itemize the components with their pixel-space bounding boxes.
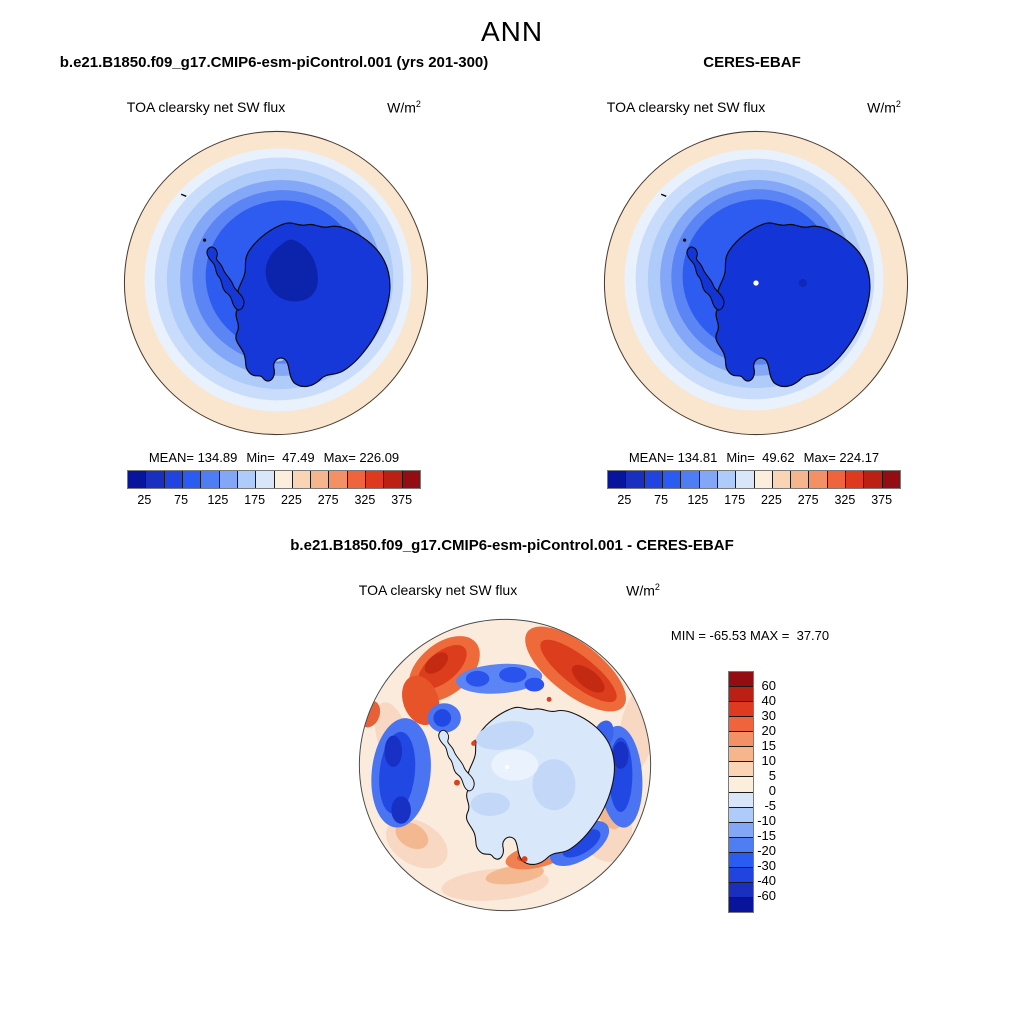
colorbar-label: 10 (761, 753, 776, 768)
colorbar-cell (845, 471, 863, 488)
colorbar-tick: 125 (687, 493, 709, 507)
colorbar-cell (717, 471, 735, 488)
colorbar-label: 40 (761, 693, 776, 708)
model-units-label: $W/m^2$ (387, 99, 421, 116)
colorbar-label: 5 (768, 768, 776, 783)
colorbar-cell (347, 471, 365, 488)
colorbar-cell (662, 471, 680, 488)
colorbar-tick: 25 (137, 493, 152, 507)
model-map-contours (124, 131, 428, 435)
colorbar-cell (808, 471, 826, 488)
diff-field-label: TOA clearsky net SW flux (358, 582, 518, 598)
model-colorbar (127, 470, 421, 489)
colorbar-cell (365, 471, 383, 488)
colorbar-tick: 225 (280, 493, 302, 507)
obs-stats: MEAN= 134.81 Min= 49.62 Max= 224.17 (628, 450, 880, 465)
colorbar-cell (164, 471, 182, 488)
diff-minmax-stats: MIN = -65.53 MAX = 37.70 (670, 628, 830, 643)
colorbar-tick: 325 (834, 493, 856, 507)
colorbar-label: 60 (761, 678, 776, 693)
colorbar-label: -40 (757, 873, 776, 888)
colorbar-cell (219, 471, 237, 488)
colorbar-tick: 25 (617, 493, 632, 507)
obs-field-label: TOA clearsky net SW flux (606, 99, 766, 115)
obs-colorbar (607, 470, 901, 489)
colorbar-cell (402, 471, 420, 488)
colorbar-tick: 75 (174, 493, 189, 507)
colorbar-label: 30 (761, 708, 776, 723)
colorbar-tick: 275 (797, 493, 819, 507)
colorbar-label: 15 (761, 738, 776, 753)
colorbar-cell (328, 471, 346, 488)
colorbar-label: 0 (768, 783, 776, 798)
colorbar-cell (772, 471, 790, 488)
colorbar-cell (882, 471, 900, 488)
colorbar-cell (625, 471, 643, 488)
model-panel-title: b.e21.B1850.f09_g17.CMIP6-esm-piControl.001 (yrs 201-300) (59, 54, 489, 71)
obs-map (603, 130, 909, 436)
colorbar-cell (274, 471, 292, 488)
obs-units-label: $W/m^2$ (867, 99, 901, 116)
colorbar-cell (310, 471, 328, 488)
obs-colorbar-ticks (606, 493, 900, 507)
figure-title: ANN (480, 16, 544, 47)
diff-colorbar-labels (748, 678, 776, 903)
colorbar-cell (863, 471, 881, 488)
colorbar-cell (735, 471, 753, 488)
colorbar-cell (790, 471, 808, 488)
colorbar-cell (383, 471, 401, 488)
diff-map (358, 618, 652, 912)
model-stats: MEAN= 134.89 Min= 47.49 Max= 226.09 (148, 450, 400, 465)
colorbar-cell (128, 471, 145, 488)
colorbar-label: -5 (764, 798, 776, 813)
colorbar-cell (754, 471, 772, 488)
diff-units-label: $W/m^2$ (626, 582, 660, 599)
colorbar-cell (680, 471, 698, 488)
colorbar-tick: 175 (244, 493, 266, 507)
colorbar-label: -10 (757, 813, 776, 828)
colorbar-cell (145, 471, 163, 488)
colorbar-label: -15 (757, 828, 776, 843)
colorbar-cell (644, 471, 662, 488)
colorbar-cell (292, 471, 310, 488)
model-field-label: TOA clearsky net SW flux (126, 99, 286, 115)
colorbar-cell (200, 471, 218, 488)
colorbar-tick: 275 (317, 493, 339, 507)
colorbar-label: -20 (757, 843, 776, 858)
colorbar-label: -30 (757, 858, 776, 873)
model-colorbar-ticks (126, 493, 420, 507)
colorbar-label: -60 (757, 888, 776, 903)
colorbar-tick: 375 (391, 493, 413, 507)
colorbar-label: 20 (761, 723, 776, 738)
pole-data-void (753, 280, 758, 285)
colorbar-cell (237, 471, 255, 488)
colorbar-cell (608, 471, 625, 488)
colorbar-tick: 75 (654, 493, 669, 507)
colorbar-cell (699, 471, 717, 488)
colorbar-tick: 175 (724, 493, 746, 507)
colorbar-tick: 125 (207, 493, 229, 507)
colorbar-tick: 325 (354, 493, 376, 507)
diff-panel-title: b.e21.B1850.f09_g17.CMIP6-esm-piControl.001 - CERES-EBAF (290, 537, 734, 554)
colorbar-tick: 375 (871, 493, 893, 507)
obs-panel-title: CERES-EBAF (703, 54, 801, 71)
colorbar-cell (255, 471, 273, 488)
model-map (123, 130, 429, 436)
colorbar-tick: 225 (760, 493, 782, 507)
colorbar-cell (827, 471, 845, 488)
obs-map-contours (604, 131, 908, 435)
colorbar-cell (182, 471, 200, 488)
